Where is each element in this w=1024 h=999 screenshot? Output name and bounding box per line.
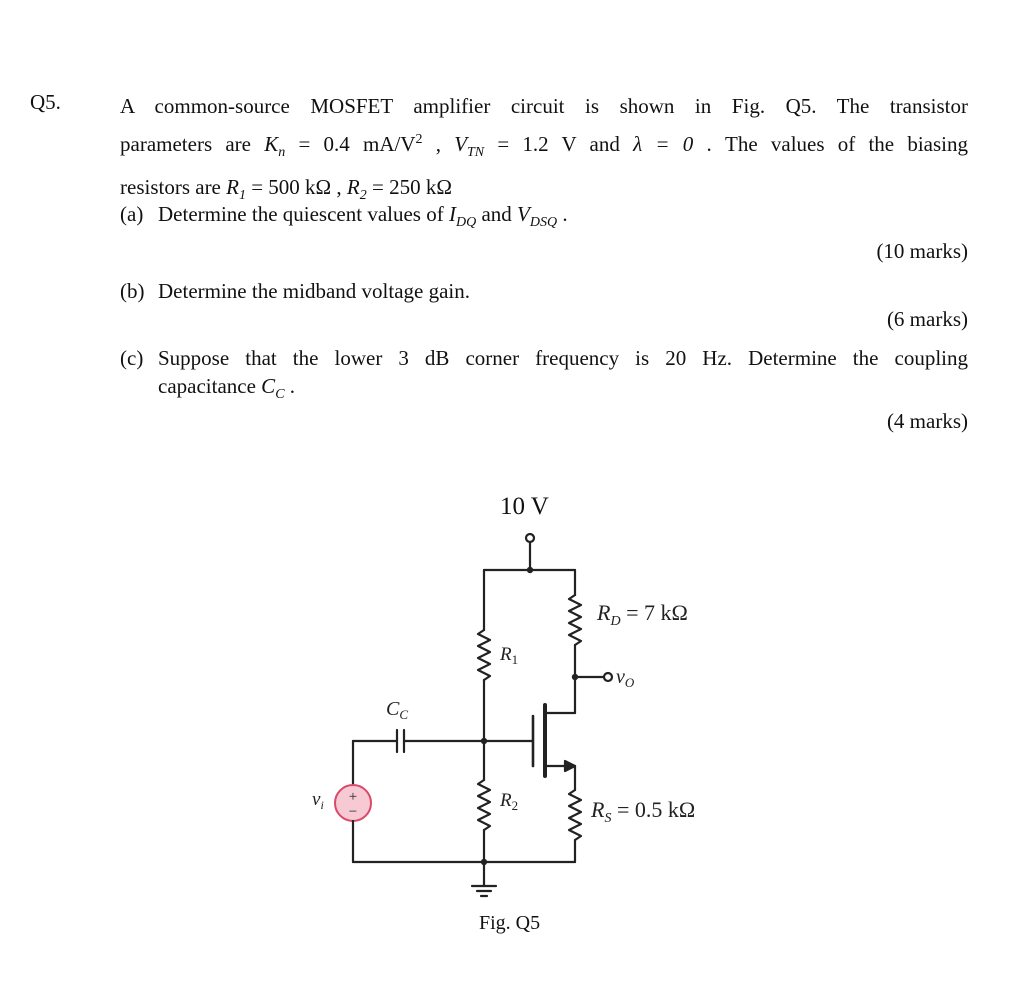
stem-text: parameters are xyxy=(120,132,265,156)
supply-voltage-label: 10 V xyxy=(500,493,549,520)
vi-label: $v_i$ xyxy=(312,789,324,812)
vtn-subscript: TN xyxy=(467,145,485,160)
cc-symbol: C xyxy=(261,374,276,398)
part-b-marks: (6 marks) xyxy=(886,307,968,331)
idq-symbol: I xyxy=(448,202,456,226)
part-a-text: Determine the quiescent values of xyxy=(158,202,449,226)
source-arrow xyxy=(565,761,575,771)
vi-minus-sign: − xyxy=(348,804,358,820)
supply-terminal xyxy=(526,534,534,542)
r1-symbol: R xyxy=(226,175,239,199)
part-c-label: (c) xyxy=(120,346,144,370)
rd-label: $R_D = 7$ kΩ xyxy=(597,600,688,629)
r2-label: $R_2$ xyxy=(500,790,519,813)
r2-value: = 250 kΩ xyxy=(366,175,452,199)
cc-label: $C_C$ xyxy=(386,698,409,722)
stem-text: . The values of the biasing xyxy=(693,132,969,156)
rs-label: $R_S = 0.5$ kΩ xyxy=(591,797,696,826)
rd-resistor xyxy=(569,595,581,645)
question-number: Q5. xyxy=(30,90,61,114)
vo-label: $v_O$ xyxy=(616,666,635,690)
vtn-value: = 1.2 V xyxy=(484,132,577,156)
r1-resistor xyxy=(478,630,490,680)
part-b-text: Determine the midband voltage gain. xyxy=(158,279,470,303)
part-b-label: (b) xyxy=(120,279,145,303)
stem-text: resistors are xyxy=(120,175,227,199)
part-c-text: capacitance xyxy=(158,374,262,398)
part-a-marks: (10 marks) xyxy=(876,239,968,263)
part-c-marks: (4 marks) xyxy=(886,409,968,433)
cc-subscript: C xyxy=(275,387,285,402)
part-a-end: . xyxy=(557,202,568,226)
r1-label: $R_1$ xyxy=(500,644,519,667)
vi-plus-sign: + xyxy=(348,789,358,805)
part-c-end: . xyxy=(284,374,296,398)
separator: , xyxy=(422,132,455,156)
part-a-and: and xyxy=(476,202,518,226)
output-terminal xyxy=(604,673,612,681)
vdsq-symbol: V xyxy=(517,202,530,226)
rs-resistor xyxy=(569,790,581,840)
r1-subscript: 1 xyxy=(238,188,246,203)
idq-subscript: DQ xyxy=(455,215,477,230)
and-text: and xyxy=(576,132,634,156)
r2-symbol: R xyxy=(346,175,360,199)
kn-value: = 0.4 mA/V xyxy=(285,132,416,156)
part-c-line-1: Suppose that the lower 3 dB corner frequency is 20 Hz. Determine the coupling xyxy=(158,346,968,370)
kn-symbol: K xyxy=(264,132,279,156)
part-a-label: (a) xyxy=(120,202,144,226)
r1-value: = 500 kΩ , xyxy=(245,175,347,199)
figure-caption: Fig. Q5 xyxy=(479,912,541,934)
vdsq-subscript: DSQ xyxy=(529,215,558,230)
vtn-symbol: V xyxy=(454,132,468,156)
stem-line-1: A common-source MOSFET amplifier circuit is shown in Fig. Q5. The transistor xyxy=(120,94,968,118)
lambda-value: λ = 0 xyxy=(633,132,694,156)
kn-subscript: n xyxy=(278,145,286,160)
r2-resistor xyxy=(478,780,490,830)
r2-subscript: 2 xyxy=(359,188,367,203)
kn-exponent: 2 xyxy=(415,132,423,147)
